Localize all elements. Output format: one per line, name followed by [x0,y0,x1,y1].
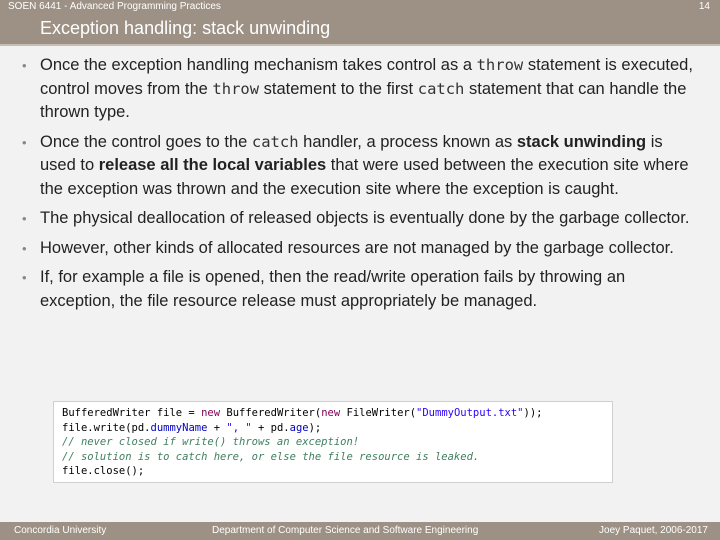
bullet-dot-icon: • [22,134,27,150]
keyword-catch: catch [251,132,299,151]
code-token: ); [308,421,322,434]
emphasis-release-variables: release all the local variables [98,156,327,174]
code-token: BufferedWriter file = [62,407,202,419]
code-token: + [207,421,227,434]
code-token: FileWriter( [340,407,417,419]
code-keyword: new [201,407,221,419]
keyword-throw: throw [212,79,260,98]
title-divider [0,44,720,46]
footer-author: Joey Paquet, 2006-2017 [599,525,708,536]
bullet-item [18,54,698,125]
code-field: age [289,421,309,434]
bullet-dot-icon: • [22,240,27,256]
emphasis-stack-unwinding: stack unwinding [516,132,647,151]
bullet-text: Once the control goes to the [40,132,252,151]
header-bar [0,0,720,44]
code-token: file.close(); [62,465,145,477]
code-keyword: new [321,407,341,419]
bullet-text: that were used between the execution site where the exception was thrown and the execution site where the exception is caught. [40,156,689,198]
course-name: SOEN 6441 - Advanced Programming Practices [8,1,221,12]
code-token: BufferedWriter( [220,407,322,419]
keyword-throw: throw [476,56,524,74]
bullet-item [18,237,698,261]
bullet-text: is used to [40,132,663,174]
bullet-text: handler, a process known as [298,132,517,151]
footer-department: Department of Computer Science and Software Engineering [212,525,479,536]
bullet-item [18,266,698,313]
bullet-dot-icon: • [22,58,27,73]
code-string: ", " [226,421,252,434]
bullet-text: statement to the first [259,79,418,98]
code-comment: // solution is to catch here, or else the file resource is leaked. [62,450,480,463]
code-token: )); [523,407,543,419]
code-string: "DummyOutput.txt" [416,407,524,419]
keyword-catch: catch [417,79,465,98]
bullet-item [18,207,698,231]
bullet-item [18,131,698,202]
bullet-text: Once the exception handling mechanism takes control as a [40,56,477,74]
slide-body [18,54,698,319]
code-field: dummyName [150,421,208,434]
bullet-text: statement that can handle the thrown type. [40,79,687,121]
bullet-dot-icon: • [22,270,27,285]
code-token: file.write(pd. [62,421,151,434]
footer-bar [0,522,720,540]
page-number: 14 [698,1,710,12]
bullet-text: However, other kinds of allocated resources are not managed by the garbage collector. [40,238,674,257]
bullet-dot-icon: • [22,211,27,226]
bullet-text: statement is executed, control moves from the [40,56,693,98]
code-comment: // never closed if write() throws an exception! [62,436,360,448]
code-snippet [53,401,613,483]
bullet-text: The physical deallocation of released objects is eventually done by the garbage collector. [40,209,690,227]
code-token: + pd. [251,421,290,434]
slide-title: Exception handling: stack unwinding [40,18,331,38]
bullet-text: If, for example a file is opened, then the read/write operation fails by throwing an exception, the file resource release must appropriately be managed. [40,268,626,310]
footer-university: Concordia University [14,525,107,536]
